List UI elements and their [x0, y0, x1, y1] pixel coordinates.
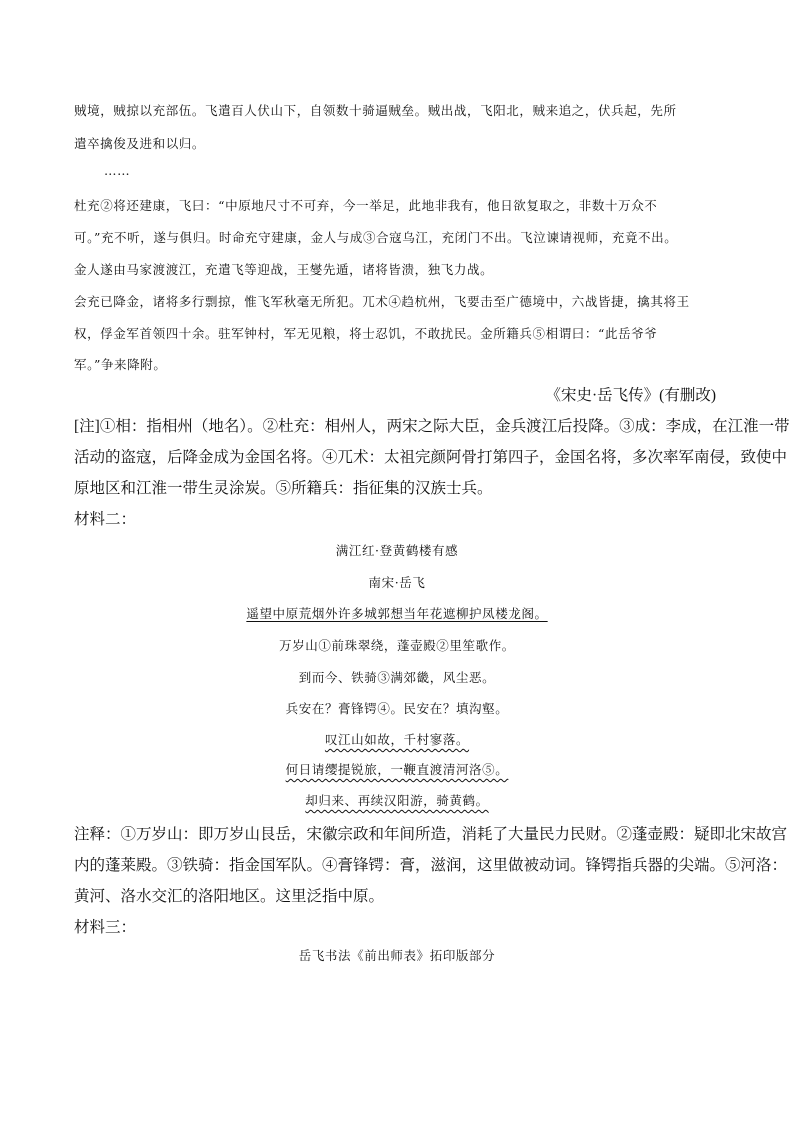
poem-line-wavy: 却归来、再续汉阳游，骑黄鹤。	[305, 793, 489, 808]
annotation-line: 活动的盗寇，后降金成为金国名将。④兀术：太祖完颜阿骨打第四子，金国名将，多次率军南侵，致使中	[74, 449, 788, 466]
section-label: 材料三：	[74, 919, 137, 936]
text-line: 军。”争来降附。	[74, 357, 167, 372]
text-line: 杜充②将还建康，飞曰：“中原地尺寸不可弃，今一举足，此地非我有，他日欲复取之，非数十万众不	[74, 198, 658, 213]
annotation-line: [注]①相：指相州（地名）。②杜充：相州人，两宋之际大臣，金兵渡江后投降。③成：李成，在江淮一带	[74, 418, 790, 435]
poem-line: 到而今、铁骑③满郊畿，风尘恶。	[298, 670, 496, 685]
text-line: 贼境，贼掠以充部伍。飞遣百人伏山下，自领数十骑逼贼垒。贼出战，飞阳北，贼来追之，伏兵起，先所	[74, 103, 677, 118]
image-caption: 岳飞书法《前出师表》拓印版部分	[298, 948, 496, 963]
poem-line-underlined: 遥望中原荒烟外许多城郭想当年花遮柳护凤楼龙阁。	[246, 606, 548, 621]
annotation-line: 黄河、洛水交汇的洛阳地区。这里泛指中原。	[74, 888, 385, 905]
annotation-line: 注释：①万岁山：即万岁山艮岳，宋徽宗政和年间所造，消耗了大量民力民财。②蓬壶殿：疑即北宋故宫	[74, 826, 788, 843]
text-line: 金人遂由马家渡渡江，充遣飞等迎战，王燮先遁，诸将皆溃，独飞力战。	[74, 262, 494, 277]
annotation-line: 原地区和江淮一带生灵涂炭。⑤所籍兵：指征集的汉族士兵。	[74, 480, 493, 497]
poem-line: 万岁山①前珠翠绕，蓬壶殿②里笙歌作。	[279, 638, 515, 653]
text-line: 可。”充不听，遂与俱归。时命充守建康，金人与成③合寇乌江，充闭门不出。飞泣谏请视师，充竟不出。	[74, 230, 678, 245]
poem-line-wavy: 叹江山如故，千村寥落。	[324, 732, 470, 747]
text-line: 遣卒擒俊及进和以归。	[74, 136, 206, 151]
annotation-line: 内的蓬莱殿。③铁骑：指金国军队。④膏锋锷：膏，滋润，这里做被动词。锋锷指兵器的尖端。⑤河洛：	[74, 857, 788, 874]
section-label: 材料二：	[74, 511, 137, 528]
poem-title: 满江红·登黄鹤楼有感	[335, 543, 459, 558]
poem-line-wavy: 何日请缨提锐旅，一鞭直渡清河洛⑤。	[285, 762, 509, 777]
poem-author: 南宋·岳飞	[368, 575, 426, 590]
text-line: 权，俘金军首领四十余。驻军钟村，军无见粮，将士忍饥，不敢扰民。金所籍兵⑤相谓曰：“此岳爷爷	[74, 326, 658, 341]
poem-line: 兵安在？膏锋锷④。民安在？填沟壑。	[285, 701, 509, 716]
text-line: 会充已降金，诸将多行剽掠，惟飞军秋毫无所犯。兀术④趋杭州，飞要击至广德境中，六战皆捷，擒其将王	[74, 294, 690, 309]
source-citation: 《宋史·岳飞传》(有删改)	[545, 387, 716, 404]
ellipsis: ……	[104, 163, 131, 178]
